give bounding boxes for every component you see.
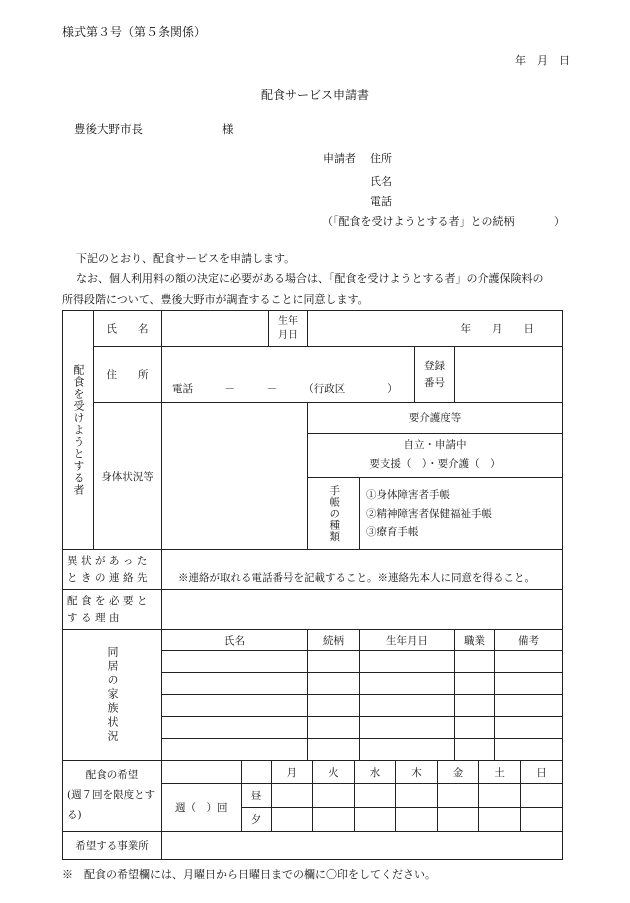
care-level-label: 要介護度等 [308, 403, 562, 433]
lunch-mon[interactable] [271, 783, 313, 807]
reason-label: 配食を必要とする理由 [63, 590, 162, 630]
care-level-box [308, 403, 562, 477]
emergency-label: 異状があったときの連絡先 [63, 550, 162, 590]
recipient-vertical-label: 配食を受けようとする者 [72, 364, 86, 497]
family-header-occupation: 職業 [455, 630, 495, 651]
emergency-field[interactable] [162, 550, 563, 590]
care-level-options[interactable] [308, 433, 562, 477]
lunch-label: 昼 [241, 783, 271, 807]
dinner-label: 夕 [241, 807, 271, 831]
care-level-line-1: 自立・申請中 [403, 438, 467, 451]
family-header-notes: 備考 [495, 630, 563, 651]
meal-label-limit: (週７回を限度とする) [67, 789, 156, 822]
birth-label-text: 生年月日 [278, 315, 298, 341]
handbook-type-cell [308, 478, 360, 550]
physical-field[interactable] [162, 403, 308, 550]
body-paragraph-1: 下記のとおり、配食サービスを申請します。 [76, 252, 296, 265]
dinner-wed[interactable] [354, 807, 396, 831]
name-field[interactable] [162, 311, 269, 347]
applicant-relation-close: ） [554, 215, 565, 228]
day-wed: 水 [354, 761, 396, 783]
application-form-table [62, 310, 563, 860]
lunch-thu[interactable] [396, 783, 438, 807]
handbook-option-1: ①身体障害者手帳 [366, 489, 450, 502]
lunch-sun[interactable] [520, 783, 562, 807]
lunch-tue[interactable] [313, 783, 355, 807]
reg-label-text: 登録番号 [424, 359, 445, 389]
name-label: 氏 名 [94, 311, 162, 347]
family-header-birth: 生年月日 [360, 630, 455, 651]
handbook-type-label: 手帳の種類 [328, 485, 341, 543]
dinner-sun[interactable] [520, 807, 562, 831]
family-vertical-label: 同居の家族状況 [106, 646, 120, 745]
meal-label [63, 761, 162, 832]
family-section [63, 630, 162, 761]
birth-field[interactable]: 年 月 日 [308, 311, 563, 347]
applicant-label: 申請者 [323, 152, 356, 165]
meal-label-title: 配食の希望 [85, 769, 139, 782]
dinner-fri[interactable] [437, 807, 479, 831]
applicant-phone-label: 電話 [370, 195, 392, 208]
family-header-relation: 続柄 [308, 630, 360, 651]
dinner-thu[interactable] [396, 807, 438, 831]
phone-district-line: 電話 － － （行政区 ） [172, 383, 398, 395]
physical-label: 身体状況等 [94, 403, 162, 550]
applicant-address-label: 住所 [370, 152, 392, 165]
meal-schedule-grid [162, 761, 562, 831]
emergency-note: ※連絡が取れる電話番号を記載すること。※連絡先本人に同意を得ること。 [178, 572, 535, 585]
addressee: 豊後大野市長 [74, 122, 143, 136]
day-fri: 金 [437, 761, 479, 783]
day-sat: 土 [479, 761, 521, 783]
lunch-wed[interactable] [354, 783, 396, 807]
body-paragraph-3: 所得段階について、豊後大野市が調査することに同意します。 [62, 293, 369, 306]
care-level-line-2: 要支援（ ）・要介護（ ） [369, 458, 501, 471]
dinner-tue[interactable] [313, 807, 355, 831]
day-sun: 日 [520, 761, 562, 783]
birth-label [269, 311, 308, 347]
weekly-count-field[interactable]: 週（ ）回 [162, 783, 241, 831]
day-tue: 火 [313, 761, 355, 783]
footnote: ※ 配食の希望欄には、月曜日から日曜日までの欄に〇印をしてください。 [62, 868, 436, 881]
dinner-sat[interactable] [479, 807, 521, 831]
family-header-name: 氏名 [162, 630, 308, 651]
reg-number-field[interactable] [455, 347, 563, 403]
date-line: 年 月 日 [515, 54, 570, 67]
body-paragraph-2: なお、個人利用料の額の決定に必要がある場合は、「配食を受けようとする者」の介護保険料の [76, 272, 544, 285]
handbook-option-3: ③療育手帳 [366, 526, 419, 539]
document-title: 配食サービス申請書 [260, 88, 369, 102]
address-field[interactable] [162, 347, 415, 403]
lunch-fri[interactable] [437, 783, 479, 807]
applicant-name-label: 氏名 [370, 175, 392, 188]
handbook-options[interactable] [360, 478, 563, 550]
form-number: 様式第３号（第５条関係） [62, 25, 207, 39]
lunch-sat[interactable] [479, 783, 521, 807]
applicant-relation-label: （「配食を受けようとする者」との続柄 [322, 215, 515, 228]
dinner-mon[interactable] [271, 807, 313, 831]
recipient-section [63, 311, 94, 550]
reason-field[interactable] [162, 590, 563, 630]
addressee-honorific: 様 [222, 122, 234, 136]
day-thu: 木 [396, 761, 438, 783]
reg-label [415, 347, 455, 403]
provider-field[interactable] [162, 832, 563, 860]
day-mon: 月 [271, 761, 313, 783]
provider-label: 希望する事業所 [63, 832, 162, 860]
address-label: 住 所 [94, 347, 162, 403]
handbook-option-2: ②精神障害者保健福祉手帳 [366, 507, 492, 520]
